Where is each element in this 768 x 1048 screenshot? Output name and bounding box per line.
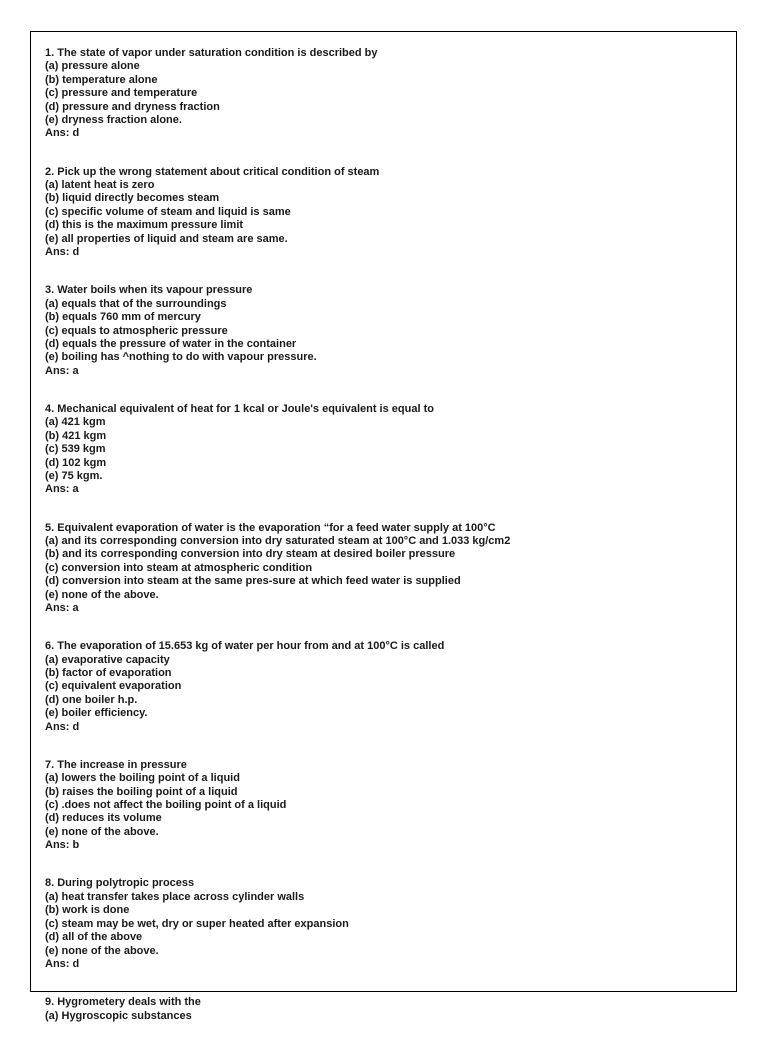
question-stem: 9. Hygrometery deals with the [45,996,201,1009]
question-list [45,47,726,1048]
answer-key: Ans: a [45,364,79,377]
answer-option: (a) Hygroscopic substances [45,1009,192,1022]
question-block [45,877,726,971]
question-block [45,759,726,853]
answer-option: (d) equals the pressure of water in the container [45,337,297,350]
answer-option: (d) this is the maximum pressure limit [45,219,244,232]
answer-option: (c) 539 kgm [45,443,106,456]
question-block [45,996,726,1023]
question-block [45,522,726,616]
answer-option: (d) all of the above [45,931,143,944]
question-stem: 2. Pick up the wrong statement about critical condition of steam [45,165,380,178]
answer-option: (d) pressure and dryness fraction [45,100,220,113]
answer-option: (b) 421 kgm [45,429,107,442]
answer-option: (c) steam may be wet, dry or super heated after expansion [45,917,349,930]
answer-option: (b) equals 760 mm of mercury [45,311,201,324]
answer-option: (b) liquid directly becomes steam [45,192,220,205]
answer-key: Ans: d [45,957,80,970]
answer-option: (c) pressure and temperature [45,87,198,100]
question-stem: 4. Mechanical equivalent of heat for 1 kcal or Joule's equivalent is equal to [45,402,434,415]
answer-key: Ans: d [45,720,80,733]
document-page [30,31,737,1022]
answer-option: (e) 75 kgm. [45,469,103,482]
answer-option: (c) specific volume of steam and liquid is same [45,205,291,218]
answer-option: (a) and its corresponding conversion into dry saturated steam at 100°C and 1.033 kg/cm2 [45,534,511,547]
question-block [45,166,726,260]
answer-option: (a) pressure alone [45,60,140,73]
answer-option: (d) one boiler h.p. [45,693,138,706]
answer-option: (a) evaporative capacity [45,653,170,666]
answer-option: (e) none of the above. [45,944,159,957]
question-block [45,640,726,734]
answer-option: (b) and its corresponding conversion into dry steam at desired boiler pressure [45,548,456,561]
question-block [45,47,726,141]
answer-option: (e) dryness fraction alone. [45,114,182,127]
answer-option: (c) equivalent evaporation [45,680,182,693]
answer-key: Ans: a [45,483,79,496]
question-block [45,284,726,378]
answer-option: (a) latent heat is zero [45,179,155,192]
answer-option: (d) reduces its volume [45,812,162,825]
answer-option: (c) equals to atmospheric pressure [45,324,228,337]
question-stem: 6. The evaporation of 15.653 kg of water per hour from and at 100°C is called [45,640,445,653]
answer-option: (b) temperature alone [45,73,158,86]
question-stem: 5. Equivalent evaporation of water is the evaporation “for a feed water supply at 100°C [45,521,496,534]
answer-option: (b) raises the boiling point of a liquid [45,785,238,798]
answer-key: Ans: b [45,839,80,852]
answer-option: (e) boiling has ^nothing to do with vapour pressure. [45,351,317,364]
question-stem: 8. During polytropic process [45,877,195,890]
answer-option: (a) lowers the boiling point of a liquid [45,772,240,785]
answer-key: Ans: d [45,127,80,140]
answer-option: (b) factor of evaporation [45,667,172,680]
answer-key: Ans: a [45,602,79,614]
answer-key: Ans: d [45,246,80,259]
question-stem: 3. Water boils when its vapour pressure [45,284,253,297]
answer-option: (a) equals that of the surroundings [45,297,227,310]
answer-option: (e) none of the above. [45,825,159,838]
answer-option: (e) all properties of liquid and steam are same. [45,232,288,245]
answer-option: (c) conversion into steam at atmospheric condition [45,561,313,574]
answer-option: (c) .does not affect the boiling point of a liquid [45,799,287,812]
answer-option: (d) conversion into steam at the same pres-sure at which feed water is supplied [45,575,461,588]
answer-option: (a) 421 kgm [45,416,106,429]
answer-option: (d) 102 kgm [45,456,107,469]
answer-option: (e) none of the above. [45,588,159,601]
question-stem: 1. The state of vapor under saturation condition is described by [45,47,378,59]
answer-option: (e) boiler efficiency. [45,707,148,720]
answer-option: (a) heat transfer takes place across cylinder walls [45,890,305,903]
answer-option: (b) work is done [45,904,130,917]
question-stem: 7. The increase in pressure [45,758,187,771]
question-block [45,403,726,497]
